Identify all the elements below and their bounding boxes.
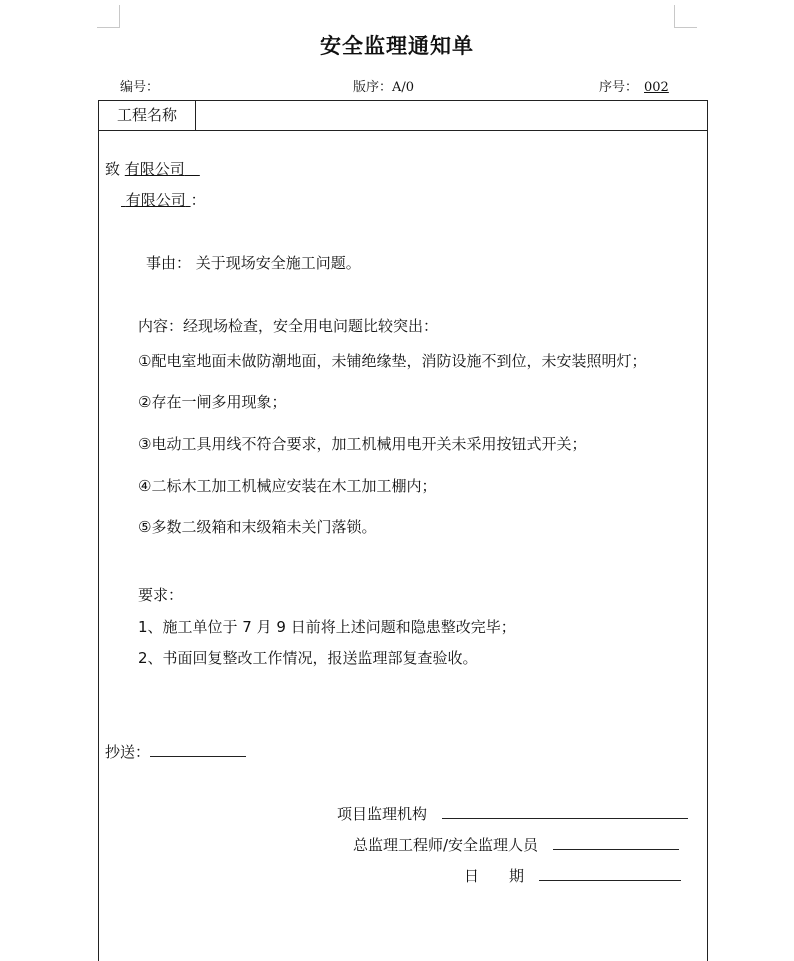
recipient-company-2: 有限公司 xyxy=(125,191,186,209)
project-name-row xyxy=(99,101,707,131)
issue-item: ①配电室地面未做防潮地面，未铺绝缘垫，消防设施不到位，未安装照明灯； xyxy=(138,352,647,370)
engineer-signature-line xyxy=(353,834,679,855)
org-label: 项目监理机构 xyxy=(337,805,428,823)
date-blank xyxy=(539,866,681,881)
org-signature-blank xyxy=(442,804,688,819)
crop-mark-top-right xyxy=(674,5,697,28)
issue-item: ⑤多数二级箱和末级箱未关门落锁。 xyxy=(138,518,377,536)
number-label: 编号： xyxy=(120,80,160,95)
issue-item: ④二标木工加工机械应安装在木工加工棚内； xyxy=(138,477,437,495)
org-signature-line xyxy=(337,803,688,824)
crop-mark-top-left xyxy=(97,5,120,28)
content-intro: 内容：经现场检查，安全用电问题比较突出： xyxy=(138,317,439,335)
version-label: 版序：A/0 xyxy=(353,80,415,95)
issue-item: ③电动工具用线不符合要求，加工机械用电开关未采用按钮式开关； xyxy=(138,435,587,453)
cc-label: 抄送： xyxy=(105,743,151,761)
engineer-label: 总监理工程师/安全监理人员 xyxy=(353,836,539,854)
to-prefix: 致 xyxy=(105,160,121,178)
recipient-line-2 xyxy=(121,189,206,210)
subject-line: 事由： 关于现场安全施工问题。 xyxy=(146,254,361,272)
engineer-signature-blank xyxy=(553,835,679,850)
sequence-value: 002 xyxy=(644,80,669,95)
sequence-label: 序号： xyxy=(599,80,639,95)
requirements-label: 要求： xyxy=(138,586,184,604)
cc-blank xyxy=(150,742,246,757)
date-line xyxy=(464,865,681,886)
recipient-company-1: 有限公司 xyxy=(124,160,185,178)
issue-item: ②存在一闸多用现象； xyxy=(138,393,287,411)
recipient-colon: ： xyxy=(190,191,206,209)
cc-line xyxy=(105,741,246,762)
date-label: 日 期 xyxy=(464,867,525,885)
sequence-field xyxy=(599,76,671,95)
requirement-item: 2、书面回复整改工作情况，报送监理部复查验收。 xyxy=(138,649,478,667)
recipient-line-1 xyxy=(105,158,200,179)
document-title: 安全监理通知单 xyxy=(320,33,474,58)
requirement-item: 1、施工单位于 7 月 9 日前将上述问题和隐患整改完毕； xyxy=(138,618,516,636)
project-name-label: 工程名称 xyxy=(99,101,196,130)
form-frame xyxy=(98,100,708,961)
